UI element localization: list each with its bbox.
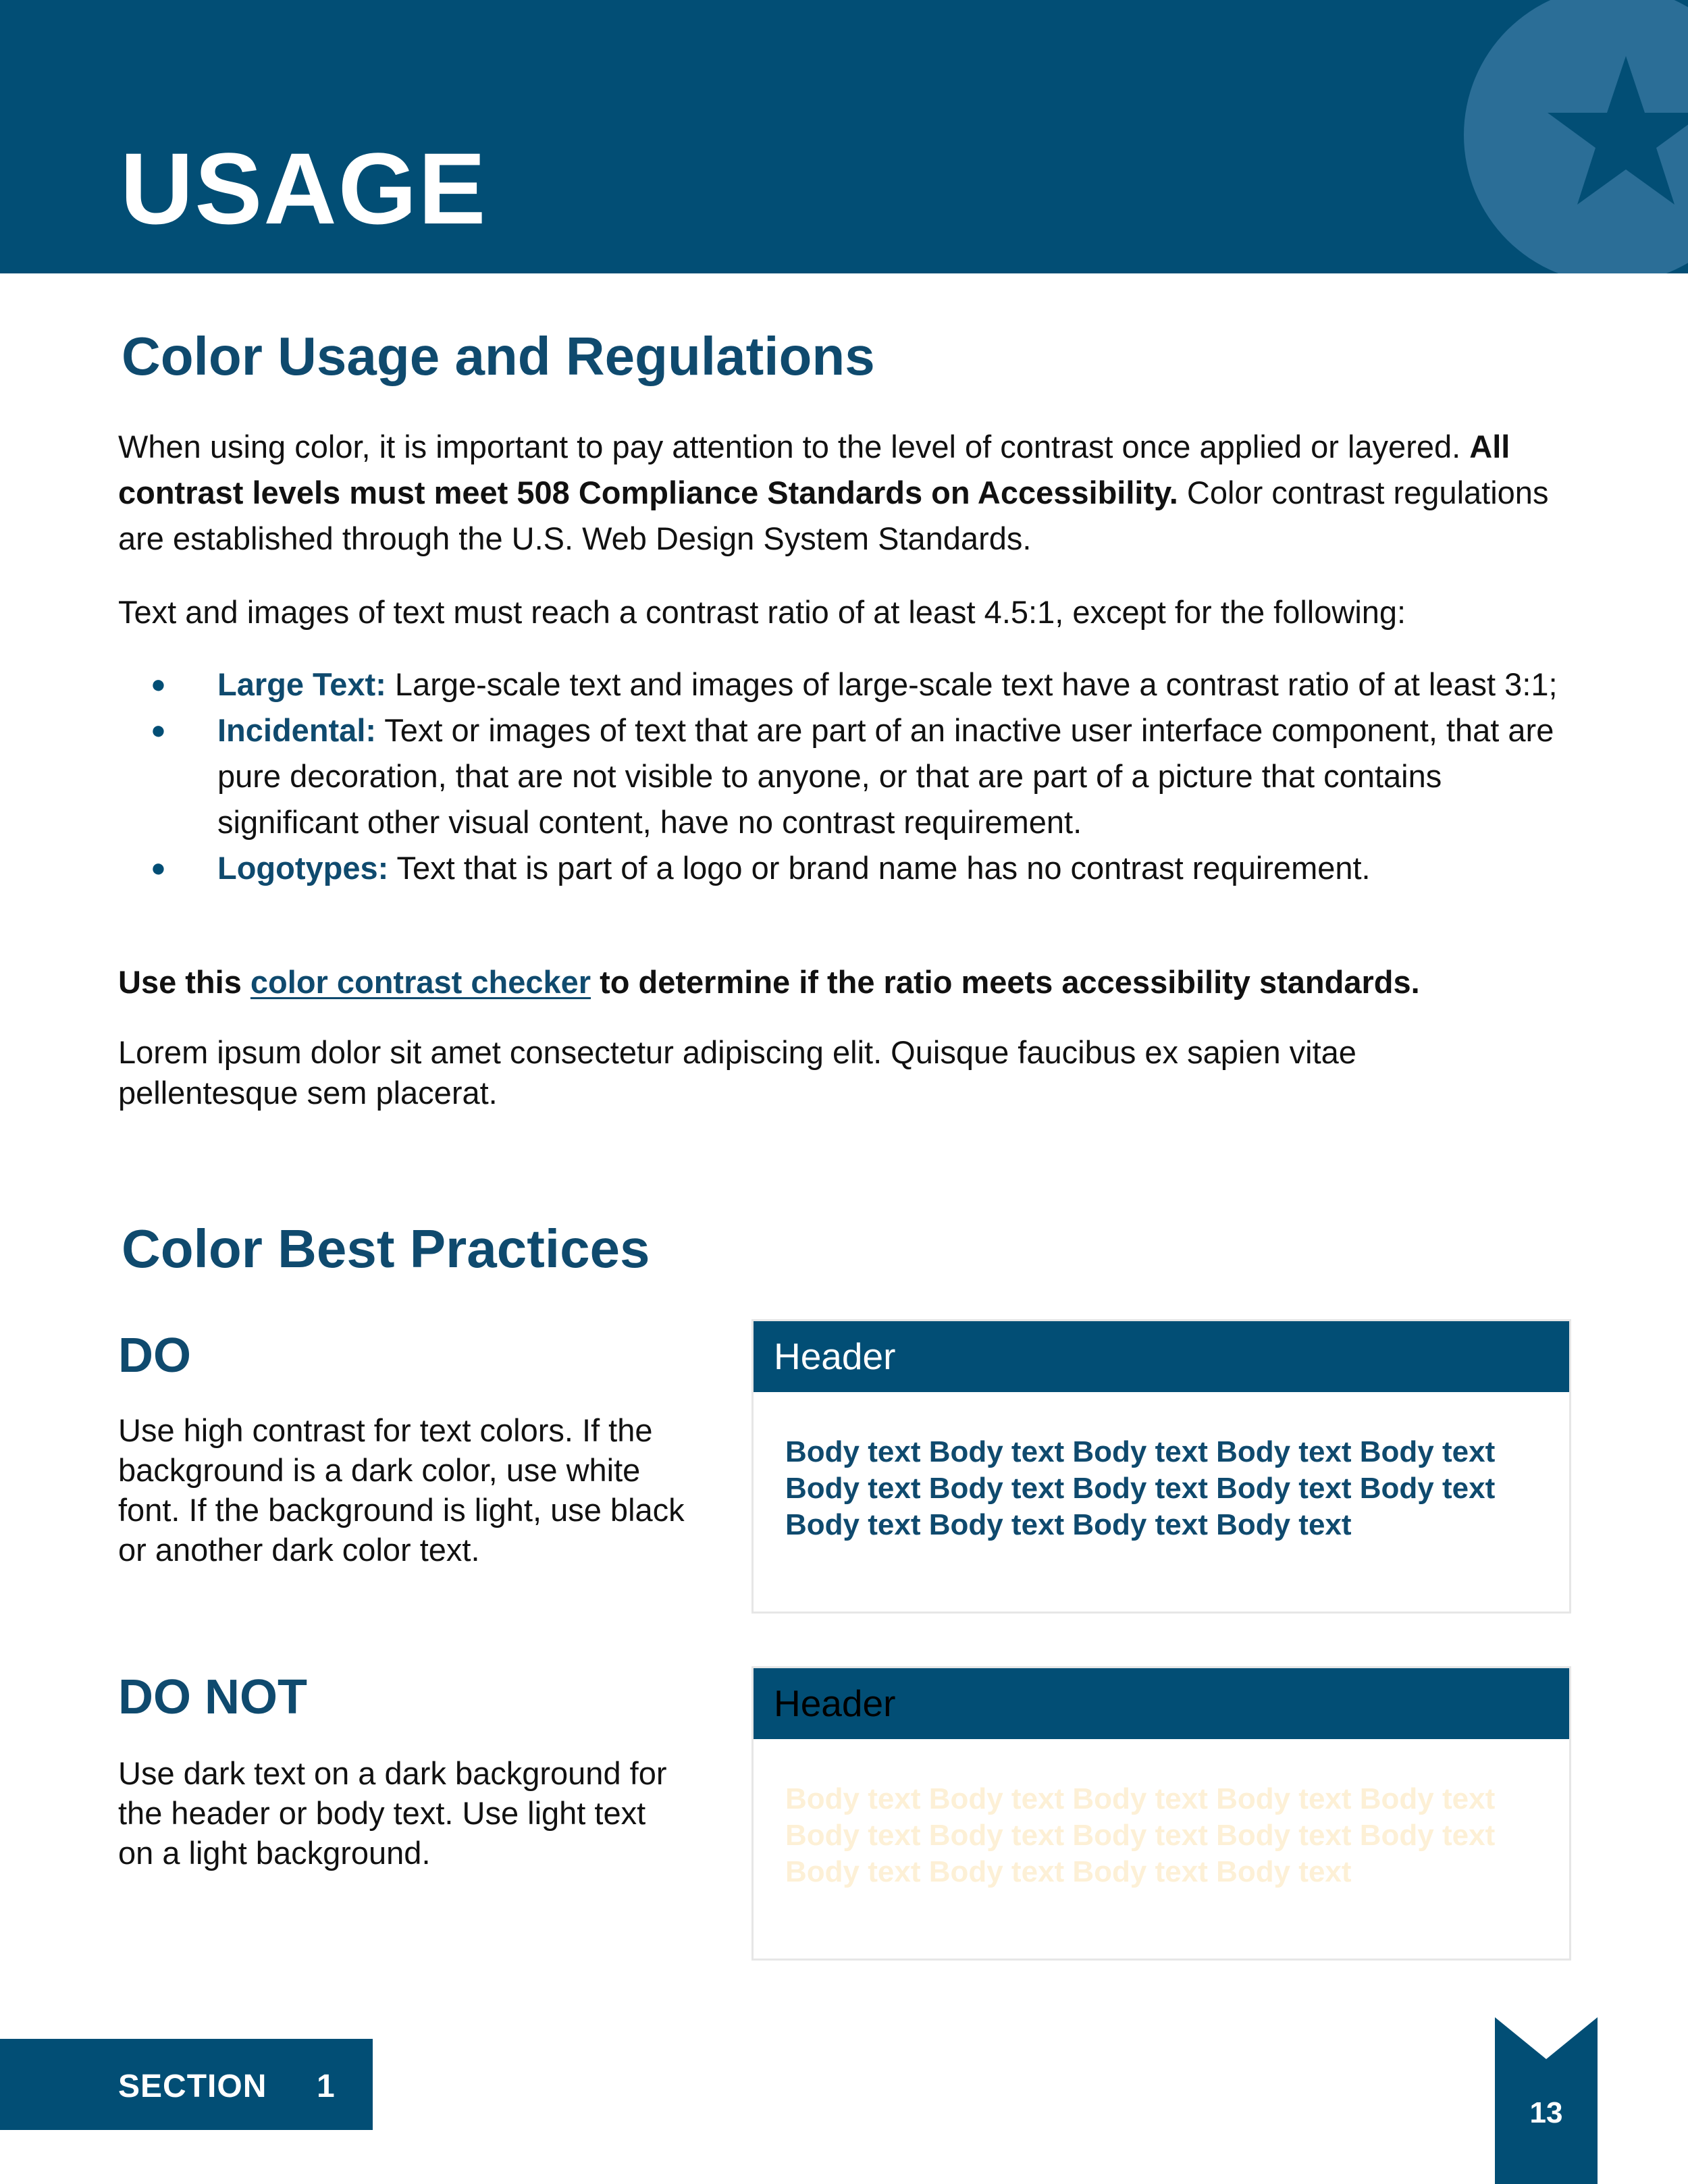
color-contrast-checker-link[interactable]: color contrast checker	[250, 964, 591, 1000]
do-text: Use high contrast for text colors. If the background is a dark color, use white font. If the background is light, use black or another dark color text.	[118, 1412, 685, 1568]
exception-term: Large Text:	[217, 666, 386, 702]
checker-after: to determine if the ratio meets accessibility standards.	[591, 964, 1420, 1000]
do-example-card	[751, 1319, 1571, 1614]
intro-tail: Color contrast regulations are established through the U.S. Web Design System Standards.	[118, 475, 1549, 556]
card-header: Header	[754, 1321, 1569, 1392]
section-label: SECTION	[118, 2069, 267, 2104]
exception-text: Large-scale text and images of large-scale text have a contrast ratio of at least 3:1;	[386, 666, 1558, 702]
exception-term: Logotypes:	[217, 850, 389, 886]
exceptions-list	[118, 662, 1587, 891]
intro-lead: When using color, it is important to pay attention to the level of contrast once applied or layered.	[118, 429, 1470, 464]
do-title: DO	[118, 1329, 191, 1383]
lorem-paragraph: Lorem ipsum dolor sit amet consectetur adipiscing elit. Quisque faucibus ex sapien vitae pellentesque sem placerat.	[118, 1034, 1356, 1111]
checker-paragraph	[118, 959, 1587, 1005]
do-not-text: Use dark text on a dark background for the header or body text. Use light text on a light background.	[118, 1755, 667, 1871]
section-tab	[0, 2039, 373, 2130]
exception-term: Incidental:	[217, 712, 377, 748]
checker-before: Use this	[118, 964, 250, 1000]
section-number: 1	[317, 2069, 335, 2104]
intro-paragraph	[118, 424, 1587, 562]
card-body-text: Body text Body text Body text Body text Body text Body text Body text Body text Body text Body text Body text Body text Body text Body text	[785, 1435, 1496, 1541]
star-in-circle-icon	[1464, 0, 1688, 273]
bullet-dot-icon: ●	[151, 854, 166, 882]
page-number: 13	[1529, 2096, 1563, 2129]
exception-text: Text or images of text that are part of an inactive user interface component, that are pure decoration, that are not visible to anyone, or that are part of a picture that contains significant other visual content, have no contrast requirement.	[217, 712, 1554, 840]
intro-emphasis: All contrast levels must meet 508 Compliance Standards on Accessibility.	[118, 429, 1510, 510]
page-title: USAGE	[120, 132, 487, 245]
regulations-heading: Color Usage and Regulations	[122, 326, 875, 386]
card-body-text: Body text Body text Body text Body text Body text Body text Body text Body text Body text Body text Body text Body text Body text Body text	[785, 1782, 1496, 1888]
exception-text: Text that is part of a logo or brand name has no contrast requirement.	[388, 850, 1371, 886]
list-item	[118, 845, 1587, 891]
list-item	[118, 708, 1587, 845]
page-banner	[0, 0, 1688, 273]
bullet-dot-icon: ●	[151, 670, 166, 699]
bullet-dot-icon: ●	[151, 716, 166, 745]
list-item	[118, 662, 1587, 708]
do-not-example-card	[751, 1666, 1571, 1961]
best-practices-heading: Color Best Practices	[122, 1219, 650, 1279]
do-not-title: DO NOT	[118, 1670, 307, 1724]
ratio-statement: Text and images of text must reach a contrast ratio of at least 4.5:1, except for the following:	[118, 594, 1406, 630]
card-header: Header	[754, 1668, 1569, 1739]
